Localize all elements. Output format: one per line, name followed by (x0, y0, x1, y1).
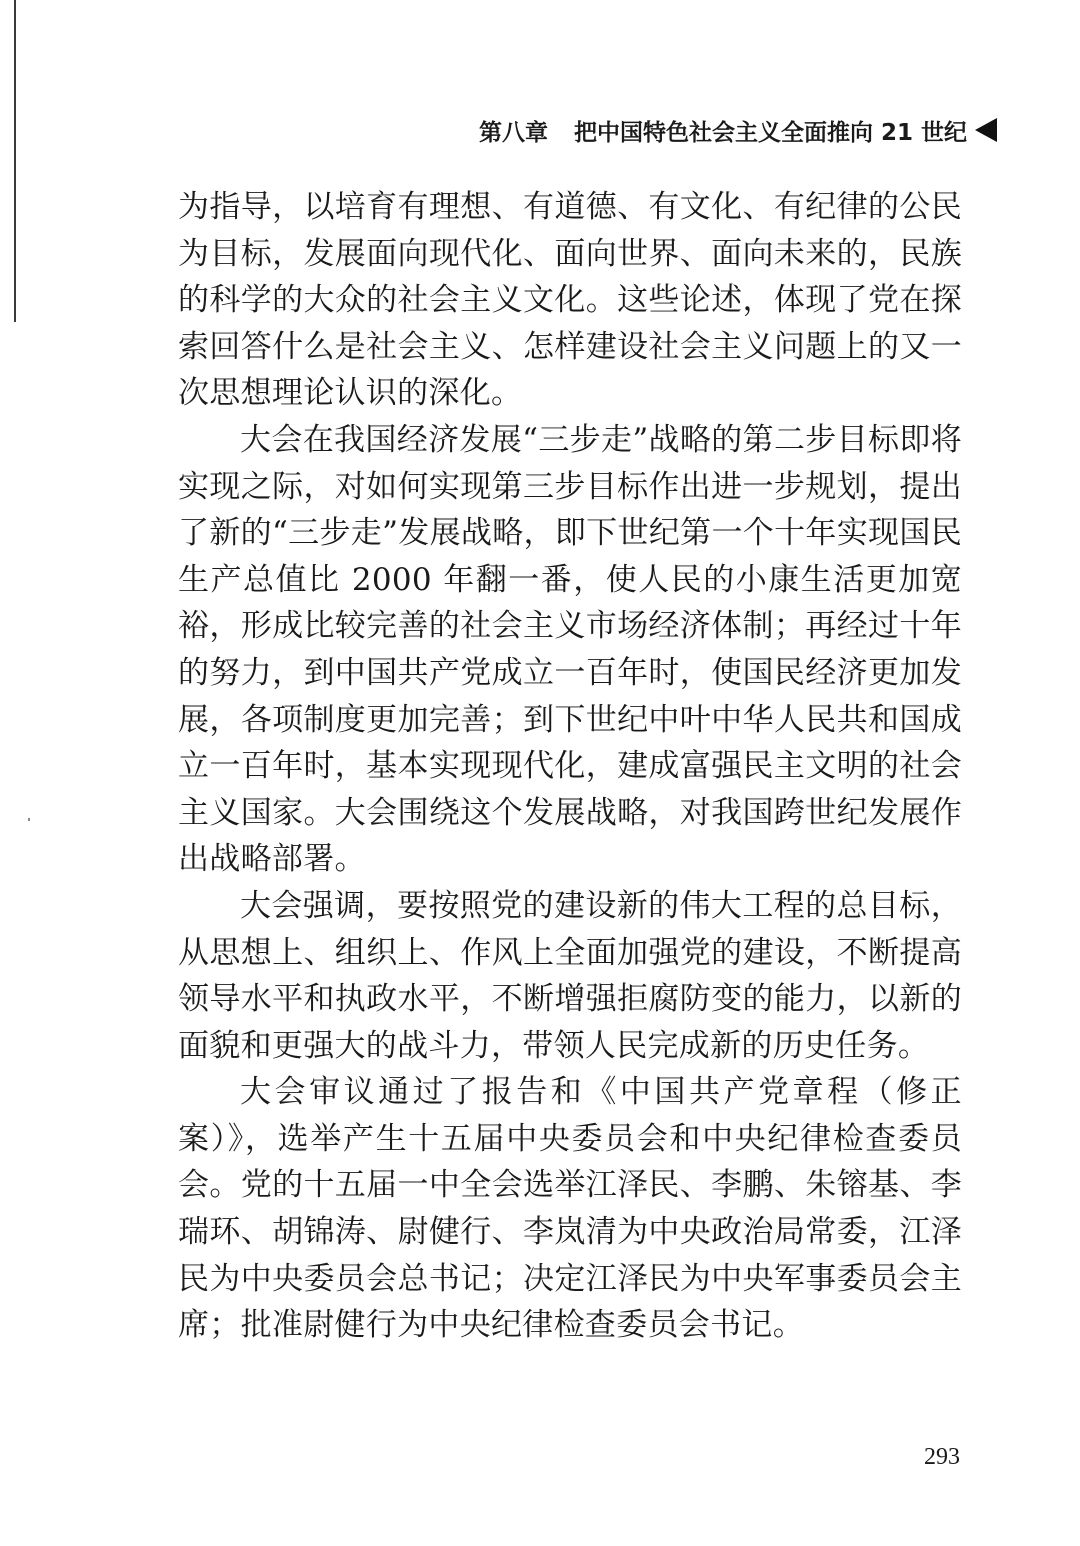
paragraph-party-building: 大会强调，要按照党的建设新的伟大工程的总目标，从思想上、组织上、作风上全面加强党的建设，不断提高领导水平和执政水平，不断增强拒腐防变的能力，以新的面貌和更强大的战斗力，带领人民完成新的历史任务。 (178, 887, 962, 1064)
page-number: 293 (924, 1444, 960, 1470)
chapter-title: 把中国特色社会主义全面推向 21 世纪 (573, 119, 967, 146)
left-triangle-icon (975, 118, 997, 142)
paragraph-continuation: 为指导，以培育有理想、有道德、有文化、有纪律的公民为目标，发展面向现代化、面向世界、面向未来的，民族的科学的大众的社会主义文化。这些论述，体现了党在探索回答什么是社会主义、怎样建设社会主义问题上的又一次思想理论认识的深化。 (178, 189, 962, 412)
body-text (178, 184, 962, 1349)
scan-speck (28, 818, 30, 821)
paragraph-strategy: 大会在我国经济发展“三步走”战略的第二步目标即将实现之际，对如何实现第三步目标作出进一步规划，提出了新的“三步走”发展战略，即下世纪第一个十年实现国民生产总值比 2000 年翻一番，使人民的小康生活更加宽裕，形成比较完善的社会主义市场经济体制；再经过十年的努力，到中国共产党成立一百年时，使国民经济更加发展，各项制度更加完善；到下世纪中叶中华人民共和国成立一百年时，基本实现现代化，建成富强民主文明的社会主义国家。大会围绕这个发展战略，对我国跨世纪发展作出战略部署。 (178, 421, 962, 878)
running-header (0, 112, 997, 148)
chapter-number: 第八章 (478, 119, 548, 146)
binding-edge-line (14, 0, 16, 322)
paragraph-election: 大会审议通过了报告和《中国共产党章程（修正案）》，选举产生十五届中央委员会和中央纪律检查委员会。党的十五届一中全会选举江泽民、李鹏、朱镕基、李瑞环、胡锦涛、尉健行、李岚清为中央政治局常委，江泽民为中央委员会总书记；决定江泽民为中央军事委员会主席；批准尉健行为中央纪律检查委员会书记。 (178, 1074, 962, 1344)
